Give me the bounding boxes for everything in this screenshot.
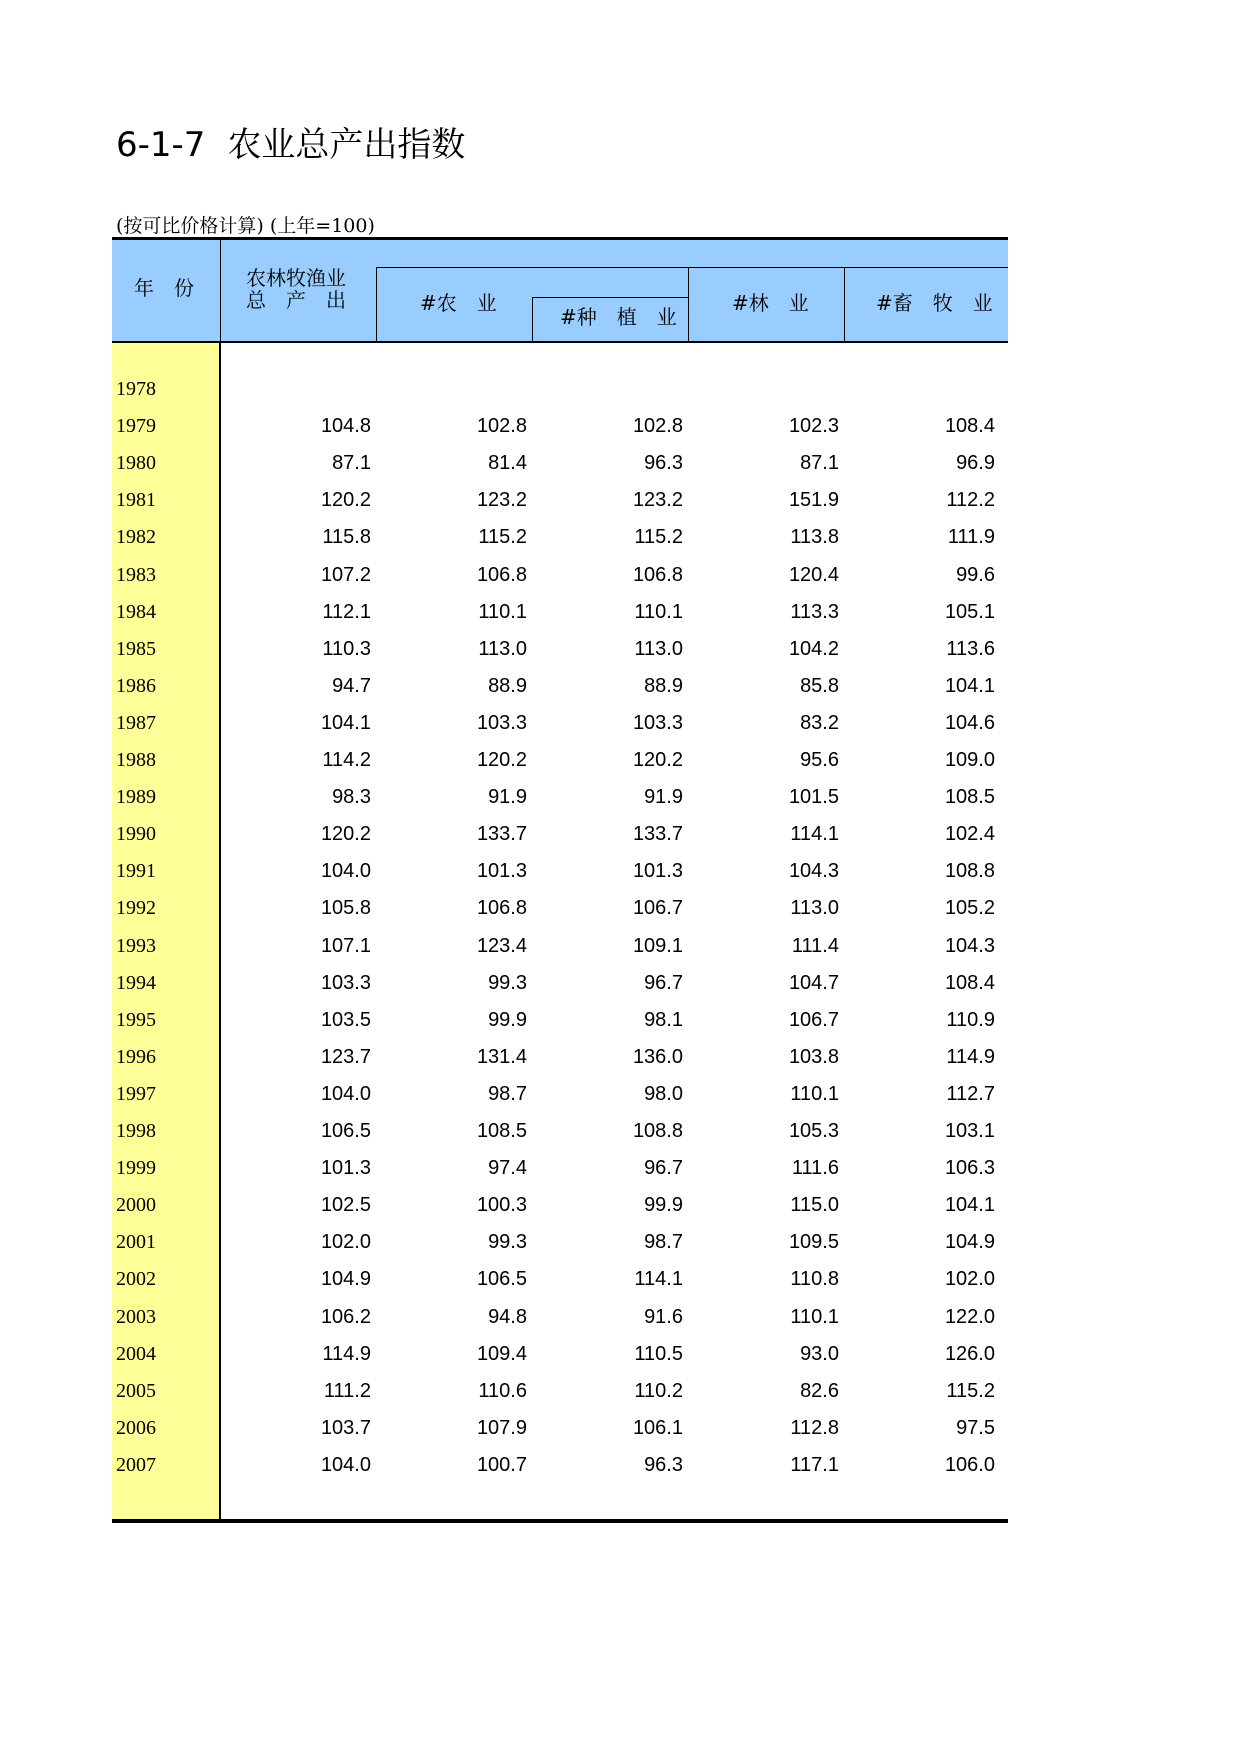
year-cell: 1994 [116, 971, 156, 994]
value-cell-forest: 114.1 [790, 823, 839, 846]
value-cell-forest: 104.3 [788, 860, 839, 883]
value-cell-forest: 105.3 [788, 1120, 839, 1142]
value-cell-forest: 110.8 [790, 1268, 839, 1291]
value-cell-agri: 109.4 [476, 1342, 527, 1365]
header-forestry: #林 业 [732, 291, 809, 315]
value-cell-plant: 96.7 [644, 1157, 683, 1180]
value-cell-forest: 83.2 [800, 711, 839, 734]
value-cell-animal: 103.1 [944, 1120, 995, 1142]
header-agriculture: #农 业 [420, 291, 497, 315]
value-cell-total: 106.2 [320, 1305, 371, 1328]
header-divider [688, 268, 689, 341]
value-cell-forest: 104.7 [788, 971, 839, 994]
value-cell-total: 103.7 [320, 1416, 371, 1439]
value-cell-plant: 108.8 [632, 1120, 683, 1142]
value-cell-plant: 102.8 [632, 415, 683, 438]
header-total-line1: 农林牧渔业 [246, 266, 346, 290]
value-cell-forest: 95.6 [800, 749, 839, 771]
value-cell-total: 98.3 [332, 786, 371, 809]
value-cell-animal: 102.4 [944, 823, 995, 846]
value-cell-forest: 82.6 [800, 1379, 839, 1402]
value-cell-total: 104.1 [320, 711, 371, 734]
year-cell: 1988 [116, 749, 156, 771]
value-cell-total: 123.7 [320, 1045, 371, 1068]
value-cell-animal: 99.6 [956, 563, 995, 586]
value-cell-total: 110.3 [322, 637, 371, 660]
value-cell-forest: 109.5 [788, 1231, 839, 1254]
value-cell-forest: 93.0 [800, 1342, 839, 1365]
value-cell-agri: 102.8 [476, 415, 527, 438]
value-cell-forest: 151.9 [788, 489, 839, 512]
value-cell-animal: 108.4 [944, 971, 995, 994]
value-cell-animal: 114.9 [946, 1045, 995, 1068]
value-cell-total: 106.5 [320, 1120, 371, 1142]
header-total-line2: 总 产 出 [246, 288, 346, 312]
value-cell-plant: 96.7 [644, 971, 683, 994]
value-cell-total: 112.1 [322, 600, 371, 623]
value-cell-forest: 102.3 [788, 415, 839, 438]
header-bottom-border [112, 341, 1008, 343]
value-cell-plant: 123.2 [632, 489, 683, 512]
value-cell-animal: 97.5 [956, 1416, 995, 1439]
table-number: 6-1-7 [116, 125, 206, 165]
value-cell-total: 107.2 [320, 563, 371, 586]
value-cell-plant: 99.9 [644, 1194, 683, 1217]
header-divider [376, 268, 377, 341]
year-cell: 1992 [116, 897, 156, 920]
value-cell-forest: 110.1 [790, 1082, 839, 1105]
value-cell-agri: 99.9 [488, 1008, 527, 1031]
header-divider [844, 268, 845, 341]
year-cell: 1993 [116, 934, 156, 957]
year-cell: 1989 [116, 786, 156, 809]
value-cell-forest: 115.0 [790, 1194, 839, 1217]
value-cell-plant: 109.1 [632, 934, 683, 957]
value-cell-plant: 115.2 [634, 526, 683, 549]
value-cell-animal: 104.1 [944, 674, 995, 697]
value-cell-animal: 108.4 [944, 415, 995, 438]
value-cell-forest: 104.2 [788, 637, 839, 660]
value-cell-agri: 99.3 [488, 971, 527, 994]
value-cell-forest: 112.8 [790, 1416, 839, 1439]
value-cell-plant: 91.9 [644, 786, 683, 809]
year-cell: 1985 [116, 637, 156, 660]
value-cell-animal: 111.9 [947, 526, 995, 549]
value-cell-animal: 106.3 [944, 1157, 995, 1180]
value-cell-agri: 98.7 [488, 1082, 527, 1105]
value-cell-animal: 126.0 [944, 1342, 995, 1365]
year-cell: 2006 [116, 1416, 156, 1439]
year-cell: 1995 [116, 1008, 156, 1031]
page-title [116, 120, 465, 170]
value-cell-total: 114.2 [322, 749, 371, 771]
value-cell-forest: 113.3 [790, 600, 839, 623]
value-cell-plant: 110.1 [634, 600, 683, 623]
value-cell-plant: 110.2 [634, 1379, 683, 1402]
value-cell-agri: 113.0 [478, 637, 527, 660]
year-cell: 2007 [116, 1453, 156, 1476]
value-cell-agri: 97.4 [488, 1157, 527, 1180]
year-cell: 1990 [116, 823, 156, 846]
value-cell-agri: 133.7 [476, 823, 527, 846]
value-cell-total: 87.1 [332, 452, 371, 475]
value-cell-agri: 100.3 [476, 1194, 527, 1217]
value-cell-plant: 133.7 [632, 823, 683, 846]
value-cell-animal: 109.0 [944, 749, 995, 771]
value-cell-agri: 88.9 [488, 674, 527, 697]
value-cell-animal: 115.2 [946, 1379, 995, 1402]
value-cell-total: 104.0 [320, 860, 371, 883]
value-cell-agri: 107.9 [476, 1416, 527, 1439]
value-cell-plant: 91.6 [644, 1305, 683, 1328]
value-cell-total: 120.2 [320, 489, 371, 512]
value-cell-plant: 106.1 [632, 1416, 683, 1439]
year-cell: 1987 [116, 711, 156, 734]
value-cell-animal: 105.2 [944, 897, 995, 920]
value-cell-plant: 106.7 [632, 897, 683, 920]
year-cell: 2003 [116, 1305, 156, 1328]
year-cell: 2002 [116, 1268, 156, 1291]
value-cell-agri: 91.9 [488, 786, 527, 809]
value-cell-agri: 101.3 [476, 860, 527, 883]
year-cell: 1991 [116, 860, 156, 883]
year-cell: 2005 [116, 1379, 156, 1402]
year-cell: 1996 [116, 1045, 156, 1068]
year-cell: 1980 [116, 452, 156, 475]
value-cell-plant: 106.8 [632, 563, 683, 586]
header-divider [220, 240, 221, 341]
value-cell-total: 102.0 [320, 1231, 371, 1254]
year-cell: 2000 [116, 1194, 156, 1217]
value-cell-agri: 108.5 [476, 1120, 527, 1142]
value-cell-total: 115.8 [322, 526, 371, 549]
value-cell-agri: 110.1 [478, 600, 527, 623]
value-cell-agri: 115.2 [478, 526, 527, 549]
value-cell-total: 111.2 [323, 1379, 371, 1402]
value-cell-animal: 104.9 [944, 1231, 995, 1254]
data-table [112, 237, 1008, 1525]
value-cell-animal: 104.6 [944, 711, 995, 734]
value-cell-plant: 101.3 [632, 860, 683, 883]
value-cell-agri: 106.8 [476, 897, 527, 920]
value-cell-total: 114.9 [322, 1342, 371, 1365]
value-cell-animal: 112.2 [946, 489, 995, 512]
value-cell-plant: 103.3 [632, 711, 683, 734]
value-cell-agri: 99.3 [488, 1231, 527, 1254]
value-cell-total: 107.1 [320, 934, 371, 957]
value-cell-agri: 94.8 [488, 1305, 527, 1328]
value-cell-total: 104.9 [320, 1268, 371, 1291]
value-cell-animal: 102.0 [944, 1268, 995, 1291]
year-cell: 1979 [116, 415, 156, 438]
value-cell-animal: 104.1 [944, 1194, 995, 1217]
value-cell-agri: 81.4 [488, 452, 527, 475]
value-cell-forest: 111.6 [791, 1157, 839, 1180]
value-cell-forest: 113.8 [790, 526, 839, 549]
value-cell-plant: 96.3 [644, 452, 683, 475]
value-cell-plant: 98.1 [644, 1008, 683, 1031]
value-cell-forest: 87.1 [800, 452, 839, 475]
value-cell-total: 101.3 [320, 1157, 371, 1180]
value-cell-animal: 113.6 [946, 637, 995, 660]
value-cell-agri: 123.4 [476, 934, 527, 957]
value-cell-animal: 105.1 [944, 600, 995, 623]
value-cell-total: 102.5 [320, 1194, 371, 1217]
header-divider [532, 297, 688, 298]
year-cell: 1986 [116, 674, 156, 697]
year-cell: 1978 [116, 378, 156, 400]
value-cell-plant: 98.0 [644, 1082, 683, 1105]
header-animal-husbandry: #畜 牧 业 [876, 291, 993, 315]
value-cell-total: 104.8 [320, 415, 371, 438]
value-cell-agri: 106.5 [476, 1268, 527, 1291]
value-cell-total: 94.7 [332, 674, 371, 697]
year-column-divider [219, 343, 221, 1520]
value-cell-forest: 111.4 [791, 934, 839, 957]
value-cell-total: 104.0 [320, 1082, 371, 1105]
value-cell-forest: 103.8 [788, 1045, 839, 1068]
year-cell: 2004 [116, 1342, 156, 1365]
value-cell-forest: 85.8 [800, 674, 839, 697]
value-cell-agri: 110.6 [478, 1379, 527, 1402]
value-cell-total: 120.2 [320, 823, 371, 846]
year-cell: 1982 [116, 526, 156, 549]
value-cell-forest: 106.7 [788, 1008, 839, 1031]
value-cell-plant: 110.5 [634, 1342, 683, 1365]
value-cell-agri: 123.2 [476, 489, 527, 512]
value-cell-plant: 114.1 [634, 1268, 683, 1291]
value-cell-forest: 110.1 [790, 1305, 839, 1328]
value-cell-forest: 120.4 [788, 563, 839, 586]
value-cell-agri: 100.7 [476, 1453, 527, 1476]
year-cell: 1983 [116, 563, 156, 586]
value-cell-plant: 120.2 [632, 749, 683, 771]
value-cell-animal: 108.5 [944, 786, 995, 809]
year-cell: 1984 [116, 600, 156, 623]
value-cell-animal: 122.0 [944, 1305, 995, 1328]
value-cell-plant: 88.9 [644, 674, 683, 697]
table-title-text: 农业总产出指数 [227, 125, 466, 165]
value-cell-animal: 96.9 [956, 452, 995, 475]
value-cell-total: 105.8 [320, 897, 371, 920]
header-divider [532, 297, 533, 341]
value-cell-agri: 131.4 [476, 1045, 527, 1068]
value-cell-forest: 117.1 [790, 1453, 839, 1476]
value-cell-plant: 136.0 [632, 1045, 683, 1068]
year-cell: 1998 [116, 1120, 156, 1142]
value-cell-total: 103.3 [320, 971, 371, 994]
year-cell: 1997 [116, 1082, 156, 1105]
year-cell: 1999 [116, 1157, 156, 1180]
header-divider [376, 267, 1008, 268]
value-cell-animal: 106.0 [944, 1453, 995, 1476]
table-bottom-border [112, 1519, 1008, 1523]
value-cell-plant: 113.0 [634, 637, 683, 660]
year-cell: 1981 [116, 489, 156, 512]
header-planting: #种 植 业 [560, 305, 677, 329]
value-cell-animal: 104.3 [944, 934, 995, 957]
value-cell-animal: 108.8 [944, 860, 995, 883]
value-cell-plant: 98.7 [644, 1231, 683, 1254]
year-cell: 2001 [116, 1231, 156, 1254]
value-cell-agri: 120.2 [476, 749, 527, 771]
value-cell-total: 104.0 [320, 1453, 371, 1476]
header-year: 年 份 [134, 276, 194, 300]
value-cell-animal: 112.7 [946, 1082, 995, 1105]
value-cell-agri: 103.3 [476, 711, 527, 734]
value-cell-total: 103.5 [320, 1008, 371, 1031]
value-cell-forest: 101.5 [788, 786, 839, 809]
value-cell-plant: 96.3 [644, 1453, 683, 1476]
value-cell-forest: 113.0 [790, 897, 839, 920]
table-subtitle: (按可比价格计算) (上年=100) [116, 215, 375, 237]
value-cell-agri: 106.8 [476, 563, 527, 586]
value-cell-animal: 110.9 [946, 1008, 995, 1031]
